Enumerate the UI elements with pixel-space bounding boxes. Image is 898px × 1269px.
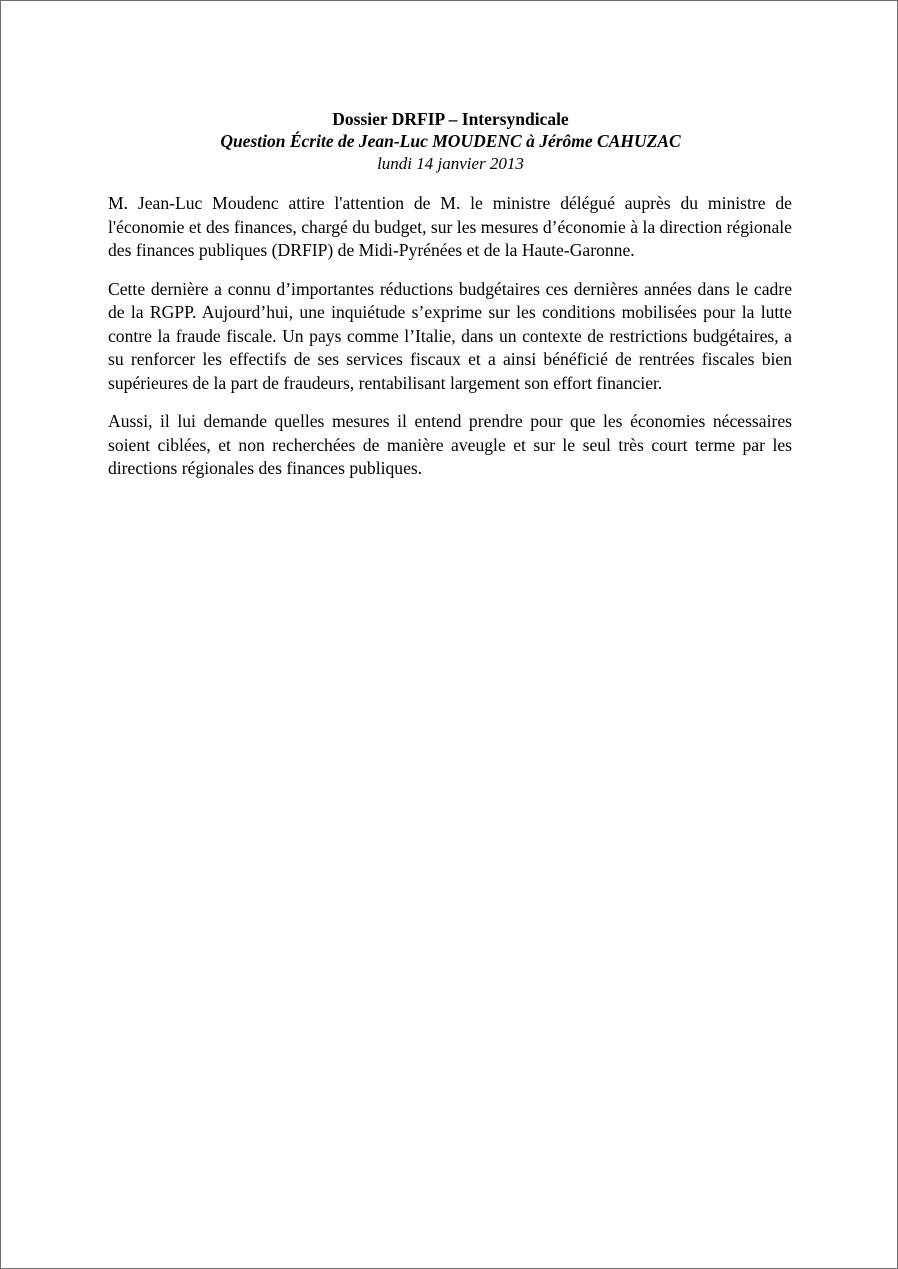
paragraph: M. Jean-Luc Moudenc attire l'attention de M. le ministre délégué auprès du ministre de l'économie et des finances, chargé du budget, sur les mesures d’économie à la direction régionale des finances publiques (DRFIP) de Midi-Pyrénées et de la Haute-Garonne. [108, 193, 792, 260]
document-date: lundi 14 janvier 2013 [377, 154, 524, 173]
document-title: Dossier DRFIP – Intersyndicale [332, 109, 569, 129]
paragraph: Aussi, il lui demande quelles mesures il entend prendre pour que les économies nécessaires soient ciblées, et non recherchées de manière aveugle et sur le seul très court terme par les directions régionales des finances publiques. [108, 411, 792, 478]
document-body [108, 192, 792, 496]
document-header [108, 108, 793, 175]
paragraph: Cette dernière a connu d’importantes réductions budgétaires ces dernières années dans le cadre de la RGPP. Aujourd’hui, une inquiétude s’exprime sur les conditions mobilisées pour la lutte contre la fraude fiscale. Un pays comme l’Italie, dans un contexte de restrictions budgétaires, a su renforcer les effectifs de ses services fiscaux et a ainsi bénéficié de rentrées fiscales bien supérieures de la part de fraudeurs, rentabilisant largement son effort financier. [108, 278, 792, 393]
document-subtitle: Question Écrite de Jean-Luc MOUDENC à Jérôme CAHUZAC [220, 131, 681, 151]
